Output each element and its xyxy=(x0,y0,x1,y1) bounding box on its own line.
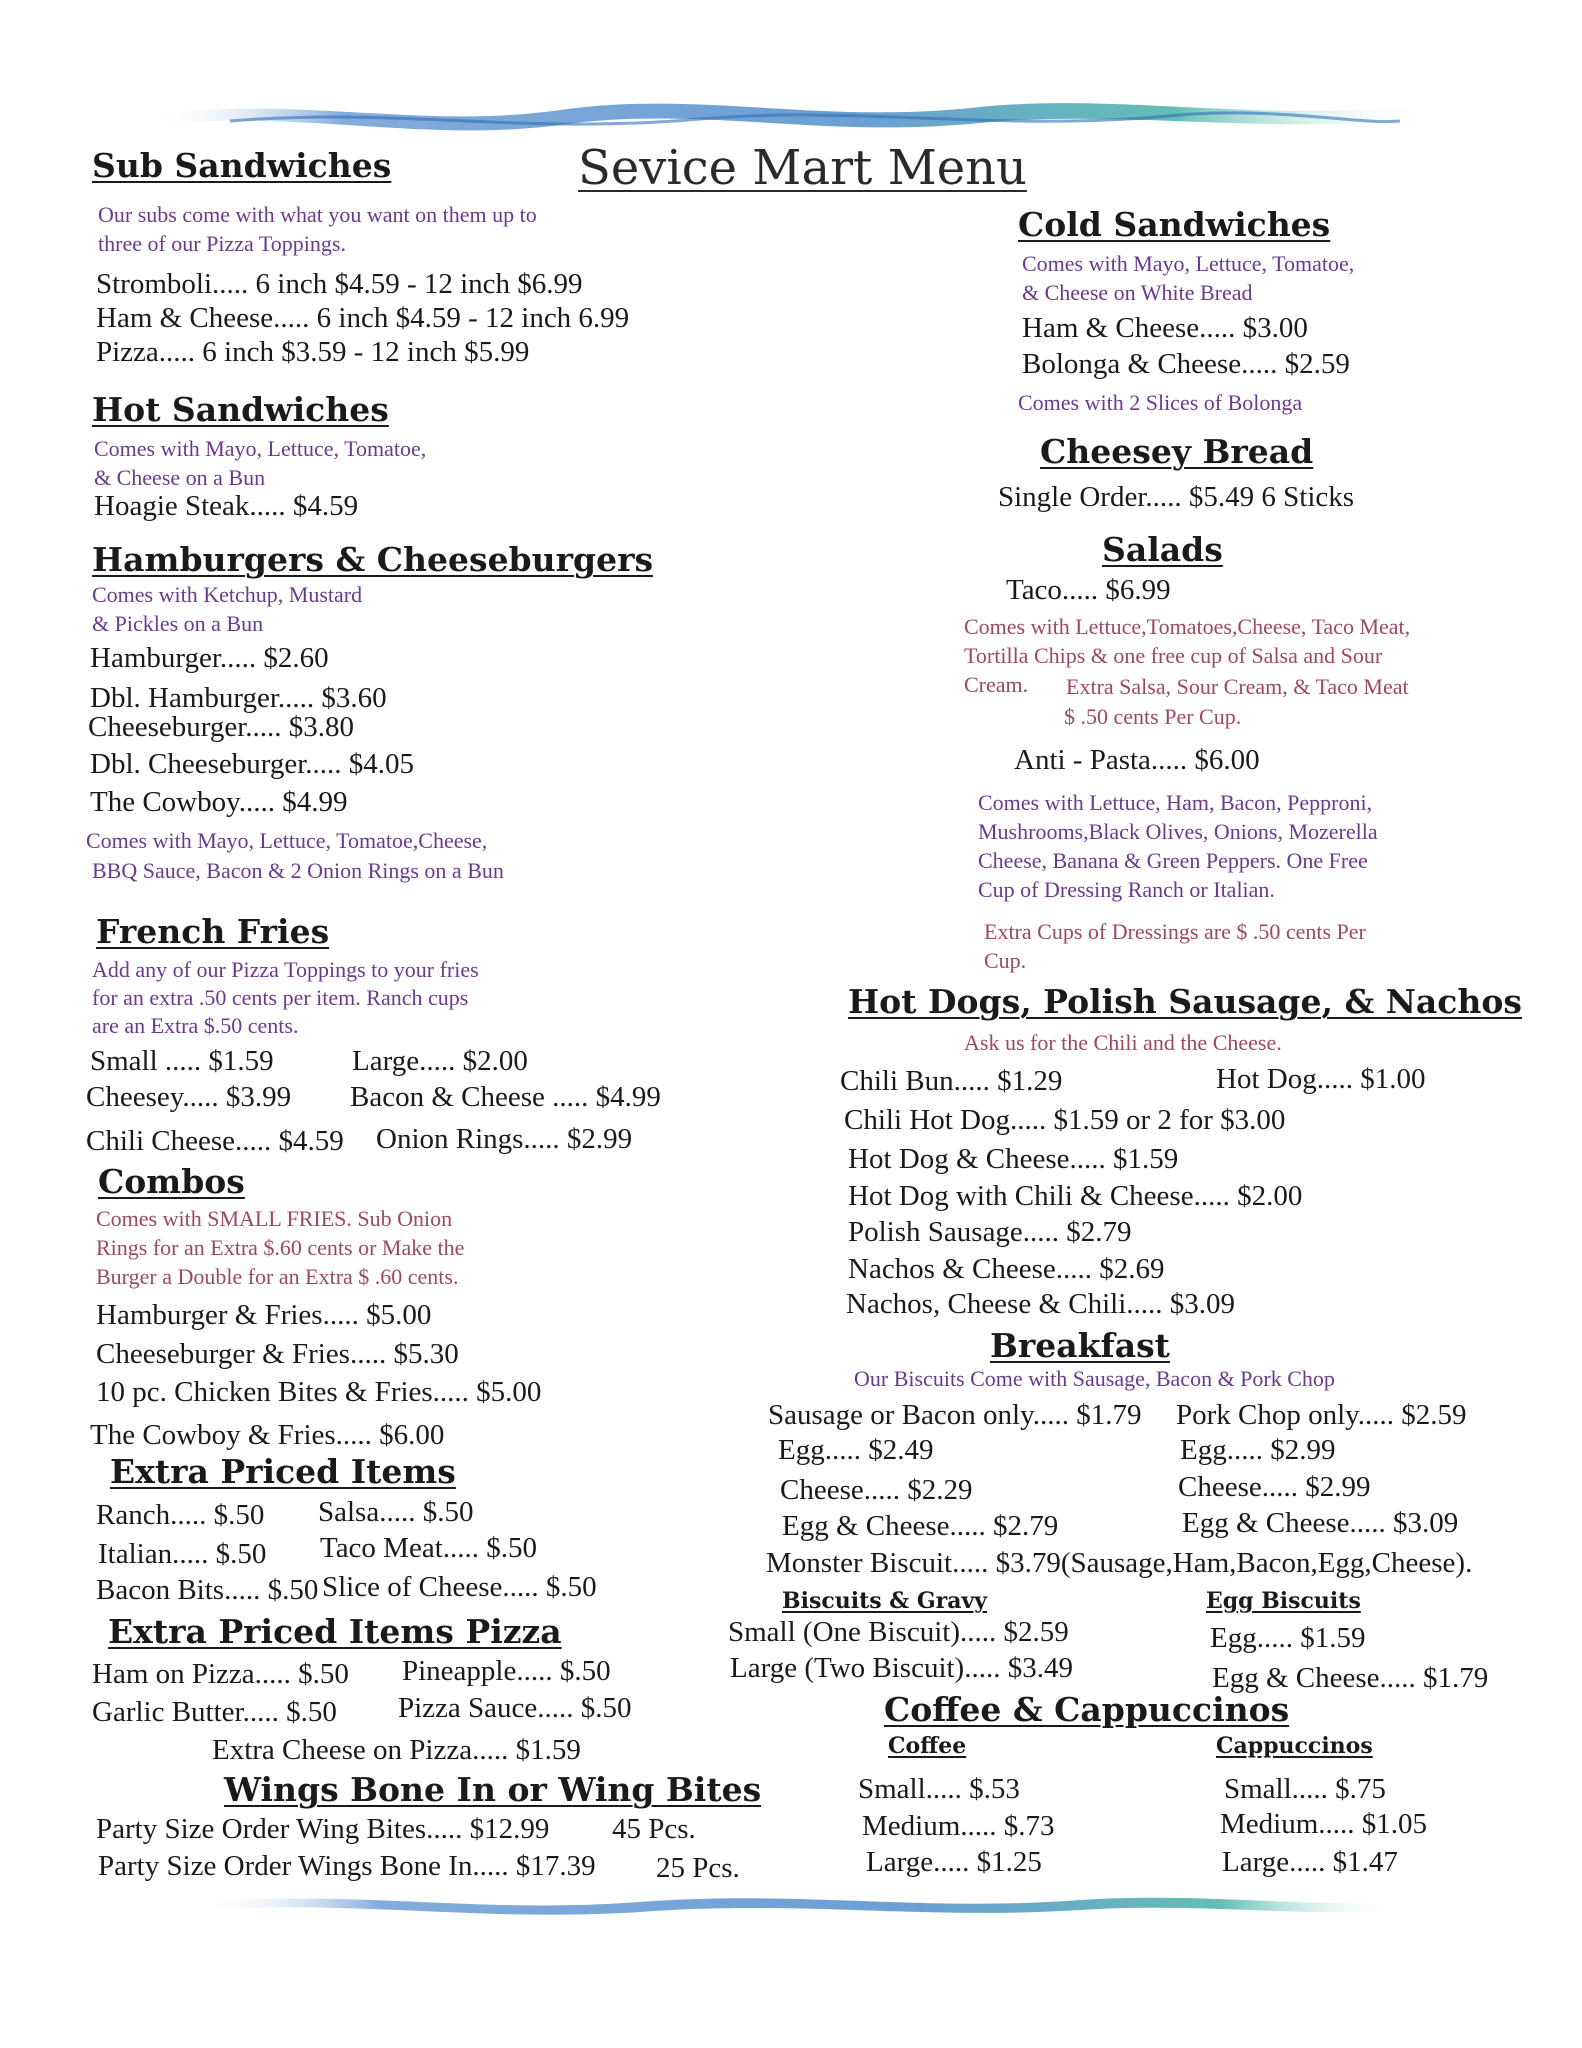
burger-item: The Cowboy..... $4.99 xyxy=(90,786,348,818)
wings-bone-in-pcs: 25 Pcs. xyxy=(656,1852,740,1884)
hoagie-steak-item: Hoagie Steak..... $4.59 xyxy=(94,490,359,522)
biscuits-gravy-heading: Biscuits & Gravy xyxy=(782,1588,988,1614)
burgers-note-2: & Pickles on a Bun xyxy=(92,611,264,636)
wings-heading: Wings Bone In or Wing Bites xyxy=(224,1770,762,1809)
pizza-extra-cheese: Extra Cheese on Pizza..... $1.59 xyxy=(212,1734,581,1766)
hot-dog-item: Chili Hot Dog..... $1.59 or 2 for $3.00 xyxy=(844,1104,1286,1136)
pizza-ham: Ham on Pizza..... $.50 xyxy=(92,1658,349,1690)
extra-slice-cheese: Slice of Cheese..... $.50 xyxy=(322,1571,597,1603)
breakfast-egg-cheese-right: Egg & Cheese..... $3.09 xyxy=(1182,1507,1459,1539)
burger-item: Dbl. Cheeseburger..... $4.05 xyxy=(90,748,415,780)
taco-extra-2: $ .50 cents Per Cup. xyxy=(1064,704,1242,729)
french-fries-heading: French Fries xyxy=(96,912,330,951)
breakfast-egg-left: Egg..... $2.49 xyxy=(778,1434,934,1466)
fries-note-3: are an Extra $.50 cents. xyxy=(92,1013,299,1038)
combos-note-2: Rings for an Extra $.60 cents or Make the xyxy=(96,1235,465,1260)
fries-note-2: for an extra .50 cents per item. Ranch cups xyxy=(92,985,469,1010)
pizza-pineapple: Pineapple..... $.50 xyxy=(402,1655,611,1687)
fries-chili-cheese: Chili Cheese..... $4.59 xyxy=(86,1125,344,1157)
coffee-cappuccino-heading: Coffee & Cappuccinos xyxy=(884,1690,1290,1729)
cold-sandwiches-heading: Cold Sandwiches xyxy=(1018,205,1331,244)
sub-item: Pizza..... 6 inch $3.59 - 12 inch $5.99 xyxy=(96,336,530,368)
cheesey-bread-heading: Cheesey Bread xyxy=(1040,432,1314,471)
combo-item: The Cowboy & Fries..... $6.00 xyxy=(90,1419,445,1451)
sub-sandwiches-heading: Sub Sandwiches xyxy=(92,146,392,185)
combo-item: 10 pc. Chicken Bites & Fries..... $5.00 xyxy=(96,1376,542,1408)
anti-note-3: Cheese, Banana & Green Peppers. One Free xyxy=(978,848,1368,873)
hot-note-1: Comes with Mayo, Lettuce, Tomatoe, xyxy=(94,436,427,461)
taco-extra-1: Extra Salsa, Sour Cream, & Taco Meat xyxy=(1066,674,1409,699)
gravy-small: Small (One Biscuit)..... $2.59 xyxy=(728,1616,1069,1648)
hot-dogs-heading: Hot Dogs, Polish Sausage, & Nachos xyxy=(848,982,1522,1021)
gravy-large: Large (Two Biscuit)..... $3.49 xyxy=(730,1652,1073,1684)
dressing-note-2: Cup. xyxy=(984,948,1027,973)
salads-heading: Salads xyxy=(1102,530,1223,569)
taco-note-2: Tortilla Chips & one free cup of Salsa and Sour xyxy=(964,643,1383,668)
combos-note-3: Burger a Double for an Extra $ .60 cents. xyxy=(96,1264,459,1289)
anti-note-2: Mushrooms,Black Olives, Onions, Mozerella xyxy=(978,819,1378,844)
cappuccino-small: Small..... $.75 xyxy=(1224,1773,1386,1805)
extra-bacon-bits: Bacon Bits..... $.50 xyxy=(96,1574,319,1606)
pizza-garlic-butter: Garlic Butter..... $.50 xyxy=(92,1696,337,1728)
burger-item: Dbl. Hamburger..... $3.60 xyxy=(90,682,387,714)
coffee-heading: Coffee xyxy=(888,1733,967,1759)
egg-cheese-biscuit: Egg & Cheese..... $1.79 xyxy=(1212,1662,1489,1694)
hot-dogs-note: Ask us for the Chili and the Cheese. xyxy=(964,1030,1282,1055)
coffee-medium: Medium..... $.73 xyxy=(862,1810,1055,1842)
egg-biscuits-heading: Egg Biscuits xyxy=(1206,1588,1361,1614)
extra-italian: Italian..... $.50 xyxy=(98,1538,267,1570)
cheesey-bread-item: Single Order..... $5.49 6 Sticks xyxy=(998,481,1355,513)
top-wave-decoration xyxy=(0,85,1582,145)
cappuccino-medium: Medium..... $1.05 xyxy=(1220,1808,1428,1840)
wing-bites-pcs: 45 Pcs. xyxy=(612,1813,696,1845)
extra-taco-meat: Taco Meat..... $.50 xyxy=(320,1532,538,1564)
combos-heading: Combos xyxy=(98,1162,245,1201)
burger-item: Hamburger..... $2.60 xyxy=(90,642,329,674)
hot-dog-item: Polish Sausage..... $2.79 xyxy=(848,1216,1132,1248)
breakfast-note: Our Biscuits Come with Sausage, Bacon & Pork Chop xyxy=(854,1366,1335,1391)
combo-item: Cheeseburger & Fries..... $5.30 xyxy=(96,1338,459,1370)
combo-item: Hamburger & Fries..... $5.00 xyxy=(96,1299,432,1331)
fries-cheesey: Cheesey..... $3.99 xyxy=(86,1081,292,1113)
burger-item: Cheeseburger..... $3.80 xyxy=(88,711,355,743)
burgers-heading: Hamburgers & Cheeseburgers xyxy=(92,540,654,579)
wing-bites: Party Size Order Wing Bites..... $12.99 xyxy=(96,1813,550,1845)
hot-dog-item: Nachos & Cheese..... $2.69 xyxy=(848,1253,1165,1285)
page-title: Sevice Mart Menu xyxy=(578,140,1027,196)
egg-biscuit: Egg..... $1.59 xyxy=(1210,1622,1366,1654)
extra-pizza-heading: Extra Priced Items Pizza xyxy=(108,1612,562,1651)
pork-chop-only: Pork Chop only..... $2.59 xyxy=(1176,1399,1467,1431)
cold-note-1: Comes with Mayo, Lettuce, Tomatoe, xyxy=(1022,251,1355,276)
burgers-note-1: Comes with Ketchup, Mustard xyxy=(92,582,363,607)
cappuccino-large: Large..... $1.47 xyxy=(1222,1846,1398,1878)
sub-note-1: Our subs come with what you want on them up to xyxy=(98,202,537,227)
pizza-sauce: Pizza Sauce..... $.50 xyxy=(398,1692,632,1724)
hot-sandwiches-heading: Hot Sandwiches xyxy=(92,390,389,429)
onion-rings: Onion Rings..... $2.99 xyxy=(376,1123,633,1155)
hot-dog-item: Hot Dog & Cheese..... $1.59 xyxy=(848,1143,1179,1175)
cold-note-3: Comes with 2 Slices of Bolonga xyxy=(1018,390,1303,415)
fries-bacon-cheese: Bacon & Cheese ..... $4.99 xyxy=(350,1081,661,1113)
anti-note-4: Cup of Dressing Ranch or Italian. xyxy=(978,877,1275,902)
extra-salsa: Salsa..... $.50 xyxy=(318,1496,474,1528)
cold-ham-cheese: Ham & Cheese..... $3.00 xyxy=(1022,312,1308,344)
wings-bone-in: Party Size Order Wings Bone In..... $17.39 xyxy=(98,1850,596,1882)
extra-items-heading: Extra Priced Items xyxy=(110,1452,456,1491)
cowboy-note-1: Comes with Mayo, Lettuce, Tomatoe,Cheese, xyxy=(86,828,488,853)
monster-biscuit: Monster Biscuit..... $3.79(Sausage,Ham,Bacon,Egg,Cheese). xyxy=(766,1547,1473,1579)
sub-note-2: three of our Pizza Toppings. xyxy=(98,231,346,256)
anti-note-1: Comes with Lettuce, Ham, Bacon, Pepproni, xyxy=(978,790,1373,815)
breakfast-egg-right: Egg..... $2.99 xyxy=(1180,1434,1336,1466)
taco-note-3: Cream. xyxy=(964,672,1029,697)
hot-dog-item: Nachos, Cheese & Chili..... $3.09 xyxy=(846,1288,1236,1320)
cold-bolonga-cheese: Bolonga & Cheese..... $2.59 xyxy=(1022,348,1350,380)
breakfast-cheese-left: Cheese..... $2.29 xyxy=(780,1474,973,1506)
coffee-small: Small..... $.53 xyxy=(858,1773,1020,1805)
bottom-wave-decoration xyxy=(0,1880,1582,1930)
anti-pasta-salad: Anti - Pasta..... $6.00 xyxy=(1014,744,1260,776)
breakfast-egg-cheese-left: Egg & Cheese..... $2.79 xyxy=(782,1510,1059,1542)
sub-item: Ham & Cheese..... 6 inch $4.59 - 12 inch 6.99 xyxy=(96,302,630,334)
combos-note-1: Comes with SMALL FRIES. Sub Onion xyxy=(96,1206,453,1231)
hot-dog: Hot Dog..... $1.00 xyxy=(1216,1063,1426,1095)
dressing-note-1: Extra Cups of Dressings are $ .50 cents Per xyxy=(984,919,1366,944)
taco-salad: Taco..... $6.99 xyxy=(1006,574,1171,606)
cold-note-2: & Cheese on White Bread xyxy=(1022,280,1253,305)
coffee-large: Large..... $1.25 xyxy=(866,1846,1042,1878)
breakfast-cheese-right: Cheese..... $2.99 xyxy=(1178,1471,1371,1503)
sausage-bacon-only: Sausage or Bacon only..... $1.79 xyxy=(768,1399,1142,1431)
cappuccinos-heading: Cappuccinos xyxy=(1216,1733,1373,1759)
fries-large: Large..... $2.00 xyxy=(352,1045,528,1077)
fries-small: Small ..... $1.59 xyxy=(90,1045,274,1077)
chili-bun: Chili Bun..... $1.29 xyxy=(840,1065,1063,1097)
breakfast-heading: Breakfast xyxy=(990,1326,1170,1365)
extra-ranch: Ranch..... $.50 xyxy=(96,1499,265,1531)
hot-dog-item: Hot Dog with Chili & Cheese..... $2.00 xyxy=(848,1180,1303,1212)
taco-note-1: Comes with Lettuce,Tomatoes,Cheese, Taco Meat, xyxy=(964,614,1411,639)
hot-note-2: & Cheese on a Bun xyxy=(94,465,266,490)
cowboy-note-2: BBQ Sauce, Bacon & 2 Onion Rings on a Bun xyxy=(92,858,504,883)
fries-note-1: Add any of our Pizza Toppings to your fries xyxy=(92,957,479,982)
sub-item: Stromboli..... 6 inch $4.59 - 12 inch $6.99 xyxy=(96,268,583,300)
